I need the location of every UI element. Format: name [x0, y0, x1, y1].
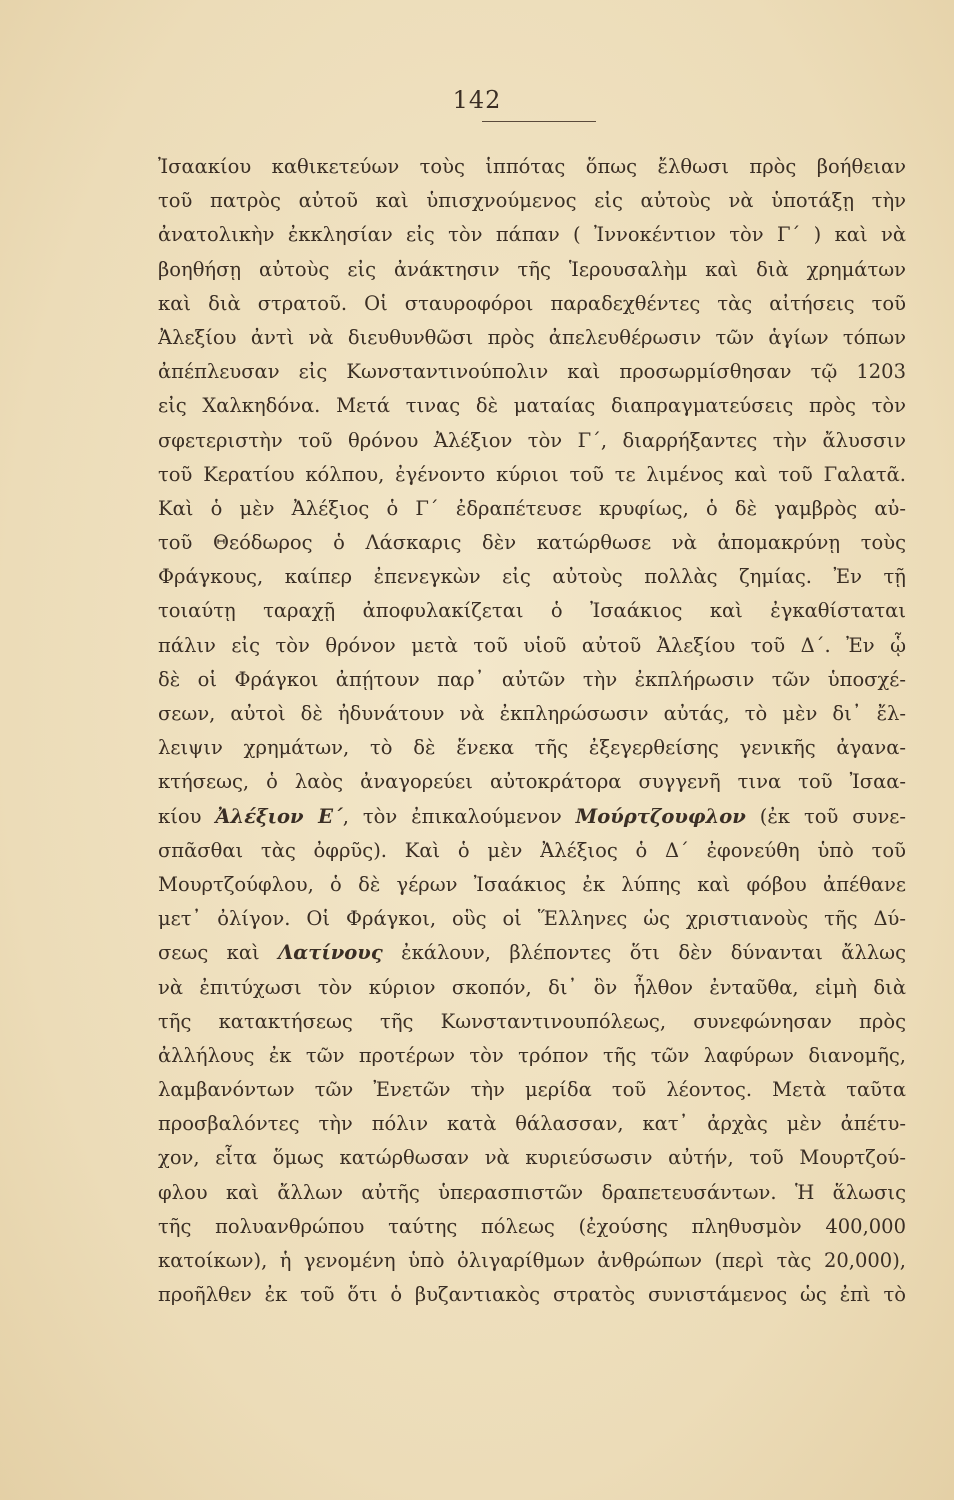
text-line: σπᾶσθαι τὰς ὀφρῦς). Καὶ ὁ μὲν Ἀλέξιος ὁ Δ΄ ἐφονεύθη ὑπὸ τοῦ [158, 838, 906, 862]
text-line: ἀπέπλευσαν εἰς Κωνσταντινούπολιν καὶ προσωρμίσθησαν τῷ 1203 [158, 360, 906, 384]
text-line: Καὶ ὁ μὲν Ἀλέξιος ὁ Γ΄ ἐδραπέτευσε κρυφίως, ὁ δὲ γαμβρὸς αὐ- [158, 496, 906, 520]
text-line: κτήσεως, ὁ λαὸς ἀναγορεύει αὐτοκράτορα συγγενῆ τινα τοῦ Ἰσαα- [158, 770, 906, 794]
text-line: μετ᾽ ὀλίγον. Οἱ Φράγκοι, οὓς οἱ Ἕλληνες ὡς χριστιανοὺς τῆς Δύ- [158, 907, 906, 931]
text-line: τοῦ Κερατίου κόλπου, ἐγένοντο κύριοι τοῦ τε λιμένος καὶ τοῦ Γαλατᾶ. [158, 462, 906, 486]
text-line: σφετεριστὴν τοῦ θρόνου Ἀλέξιον τὸν Γ΄, διαρρήξαντες τὴν ἄλυσσιν [158, 428, 906, 452]
text-line: τῆς πολυανθρώπου ταύτης πόλεως (ἐχούσης πληθυσμὸν 400,000 [158, 1214, 906, 1238]
emphasized-name: Λατίνους [278, 941, 383, 965]
text-line: κατοίκων), ἡ γενομένη ὑπὸ ὀλιγαρίθμων ἀνθρώπων (περὶ τὰς 20,000), [158, 1249, 906, 1272]
text-line: νὰ ἐπιτύχωσι τὸν κύριον σκοπόν, δι᾽ ὃν ἦλθον ἐνταῦθα, εἰμὴ διὰ [158, 975, 906, 999]
text-line: ἀνατολικὴν ἐκκλησίαν εἰς τὸν πάπαν ( Ἰννοκέντιον τὸν Γ΄ ) καὶ νὰ [158, 223, 906, 247]
text-line: Φράγκους, καίπερ ἐπενεγκὼν εἰς αὐτοὺς πολλὰς ζημίας. Ἐν τῇ [158, 565, 906, 589]
body-text [158, 150, 906, 1312]
emphasized-name: Μούρτζουφλον [575, 804, 746, 828]
text-line: λαμβανόντων τῶν Ἐνετῶν τὴν μερίδα τοῦ λέοντος. Μετὰ ταῦτα [158, 1078, 906, 1102]
text-line: κίου Ἀλέξιον Ε΄, τὸν ἐπικαλούμενον Μούρτζουφλον (ἐκ τοῦ συνε- [158, 804, 906, 828]
page-number: 142 [452, 86, 502, 114]
text-line: προσβαλόντες τὴν πόλιν κατὰ θάλασσαν, κατ᾽ ἀρχὰς μὲν ἀπέτυ- [158, 1112, 906, 1136]
text-line: πάλιν εἰς τὸν θρόνον μετὰ τοῦ υἱοῦ αὐτοῦ Ἀλεξίου τοῦ Δ΄. Ἐν ᾧ [158, 633, 906, 657]
text-line: Μουρτζούφλου, ὁ δὲ γέρων Ἰσαάκιος ἐκ λύπης καὶ φόβου ἀπέθανε [158, 872, 906, 896]
text-line: χον, εἶτα ὅμως κατώρθωσαν νὰ κυριεύσωσιν αὐτήν, τοῦ Μουρτζού- [158, 1146, 906, 1170]
emphasized-name: Ἀλέξιον Ε΄ [215, 804, 343, 828]
text-line: σεως καὶ Λατίνους ἐκάλουν, βλέποντες ὅτι δὲν δύνανται ἄλλως [158, 941, 906, 965]
text-line: δὲ οἱ Φράγκοι ἀπῄτουν παρ᾽ αὐτῶν τὴν ἐκπλήρωσιν τῶν ὑποσχέ- [158, 667, 906, 691]
text-line: λειψιν χρημάτων, τὸ δὲ ἕνεκα τῆς ἐξεγερθείσης γενικῆς ἀγανα- [158, 736, 906, 760]
text-line: σεων, αὐτοὶ δὲ ἠδυνάτουν νὰ ἐκπληρώσωσιν αὐτάς, τὸ μὲν δι᾽ ἔλ- [158, 702, 906, 725]
text-line: ἀλλήλους ἐκ τῶν προτέρων τὸν τρόπον τῆς τῶν λαφύρων διανομῆς, [158, 1043, 906, 1067]
text-line: καὶ διὰ στρατοῦ. Οἱ σταυροφόροι παραδεχθέντες τὰς αἰτήσεις τοῦ [158, 291, 906, 315]
text-line: τῆς κατακτήσεως τῆς Κωνσταντινουπόλεως, συνεφώνησαν πρὸς [158, 1009, 906, 1033]
text-line: τοῦ Θεόδωρος ὁ Λάσκαρις δὲν κατώρθωσε νὰ ἀπομακρύνῃ τοὺς [158, 531, 906, 555]
text-line: τοιαύτῃ ταραχῇ ἀποφυλακίζεται ὁ Ἰσαάκιος καὶ ἐγκαθίσταται [158, 599, 906, 623]
text-line: προῆλθεν ἐκ τοῦ ὅτι ὁ βυζαντιακὸς στρατὸς συνιστάμενος ὡς ἐπὶ τὸ [158, 1283, 906, 1307]
text-line: Ἰσαακίου καθικετεύων τοὺς ἱππότας ὅπως ἔλθωσι πρὸς βοήθειαν [158, 155, 906, 178]
text-line: φλου καὶ ἄλλων αὐτῆς ὑπερασπιστῶν δραπετευσάντων. Ἡ ἅλωσις [158, 1180, 906, 1204]
text-line: Ἀλεξίου ἀντὶ νὰ διευθυνθῶσι πρὸς ἀπελευθέρωσιν τῶν ἁγίων τόπων [158, 325, 906, 349]
text-line: τοῦ πατρὸς αὐτοῦ καὶ ὑπισχνούμενος εἰς αὐτοὺς νὰ ὑποτάξῃ τὴν [158, 189, 906, 213]
text-line: βοηθήσῃ αὐτοὺς εἰς ἀνάκτησιν τῆς Ἱερουσαλὴμ καὶ διὰ χρημάτων [158, 257, 906, 281]
text-line: εἰς Χαλκηδόνα. Μετά τινας δὲ ματαίας διαπραγματεύσεις πρὸς τὸν [158, 394, 906, 418]
header-rule [482, 121, 596, 122]
